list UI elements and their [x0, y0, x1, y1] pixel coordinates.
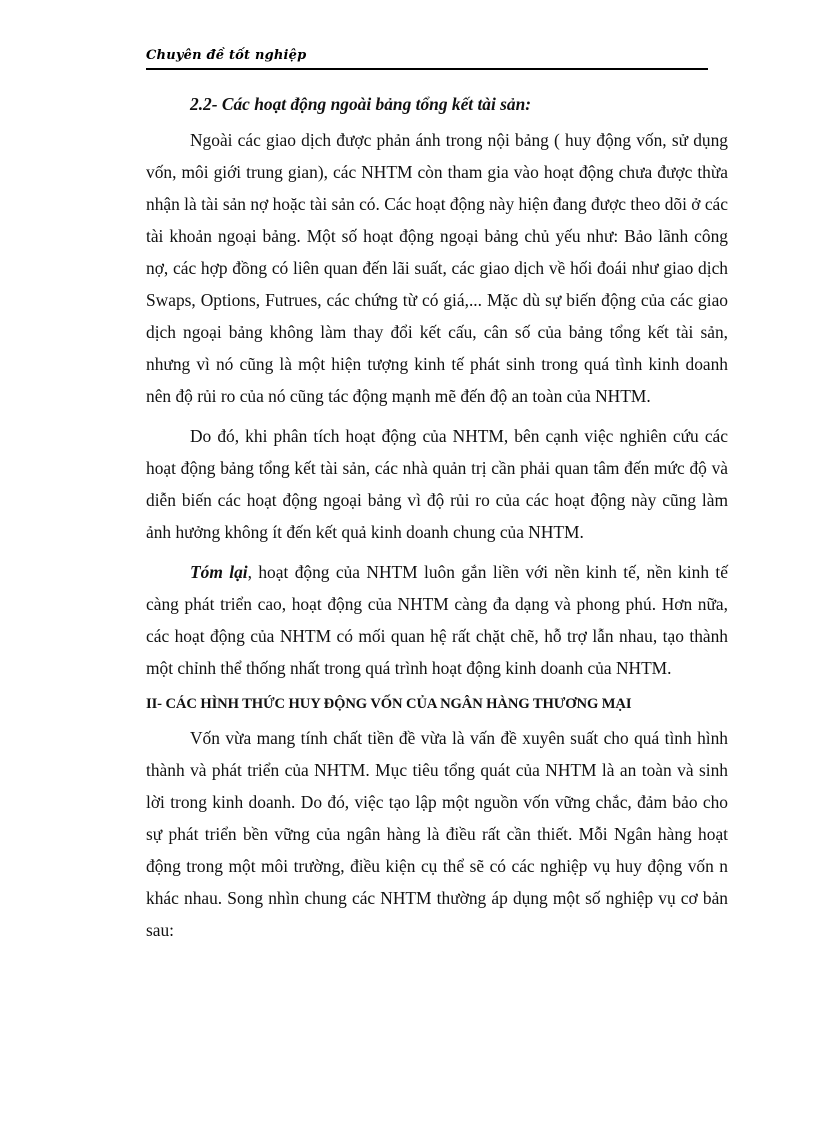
page-header — [146, 48, 708, 70]
summary-lead: Tóm lại — [190, 562, 248, 582]
paragraph: Ngoài các giao dịch được phản ánh trong nội bảng ( huy động vốn, sử dụng vốn, môi giới trung gian), các NHTM còn tham gia vào hoạt động chưa được thừa nhận là tài sản nợ hoặc tài sản có. Các hoạt động này hiện đang được theo dõi ở các tài khoản ngoại bảng. Một số hoạt động ngoại bảng chủ yếu như: Bảo lãnh công nợ, các hợp đồng có liên quan đến lãi suất, các giao dịch về hối đoái như giao dịch Swaps, Options, Futrues, các chứng từ có giá,... Mặc dù sự biến động của các giao dịch ngoại bảng không làm thay đổi kết cấu, cân số của bảng tổng kết tài sản, nhưng vì nó cũng là một hiện tượng kinh tế phát sinh trong quá tình kinh doanh nên độ rủi ro của nó cũng tác động mạnh mẽ đến độ an toàn của NHTM. — [146, 130, 728, 406]
header-title: Chuyên đề tốt nghiệp — [146, 48, 307, 63]
section-heading: 2.2- Các hoạt động ngoài bảng tổng kết tài sản: — [190, 94, 532, 114]
page-content — [146, 92, 728, 954]
summary-text: , hoạt động của NHTM luôn gắn liền với nền kinh tế, nền kinh tế càng phát triển cao, hoạt động của NHTM càng đa dạng và phong phú. Hơn nữa, các hoạt động của NHTM có mối quan hệ rất chặt chẽ, hỗ trợ lẫn nhau, tạo thành một chỉnh thể thống nhất trong quá trình hoạt động kinh doanh của NHTM. — [146, 562, 728, 678]
chapter-heading: II- CÁC HÌNH THỨC HUY ĐỘNG VỐN CỦA NGÂN HÀNG THƯƠNG MẠI — [146, 696, 632, 712]
paragraph: Do đó, khi phân tích hoạt động của NHTM, bên cạnh việc nghiên cứu các hoạt động bảng tổng kết tài sản, các nhà quản trị cần phải quan tâm đến mức độ và diễn biến các hoạt động ngoại bảng vì độ rủi ro của các hoạt động này cũng làm ảnh hưởng không ít đến kết quả kinh doanh chung của NHTM. — [146, 426, 728, 542]
paragraph: Vốn vừa mang tính chất tiền đề vừa là vấn đề xuyên suất cho quá tình hình thành và phát triển của NHTM. Mục tiêu tổng quát của NHTM là an toàn và sinh lời trong kinh doanh. Do đó, việc tạo lập một nguồn vốn vững chắc, đảm bảo cho sự phát triển bền vững của ngân hàng là điều rất cần thiết. Mỗi Ngân hàng hoạt động trong một môi trường, điều kiện cụ thể sẽ có các nghiệp vụ huy động vốn n khác nhau. Song nhìn chung các NHTM thường áp dụng một số nghiệp vụ cơ bản sau: — [146, 728, 728, 940]
summary-paragraph — [146, 556, 728, 684]
